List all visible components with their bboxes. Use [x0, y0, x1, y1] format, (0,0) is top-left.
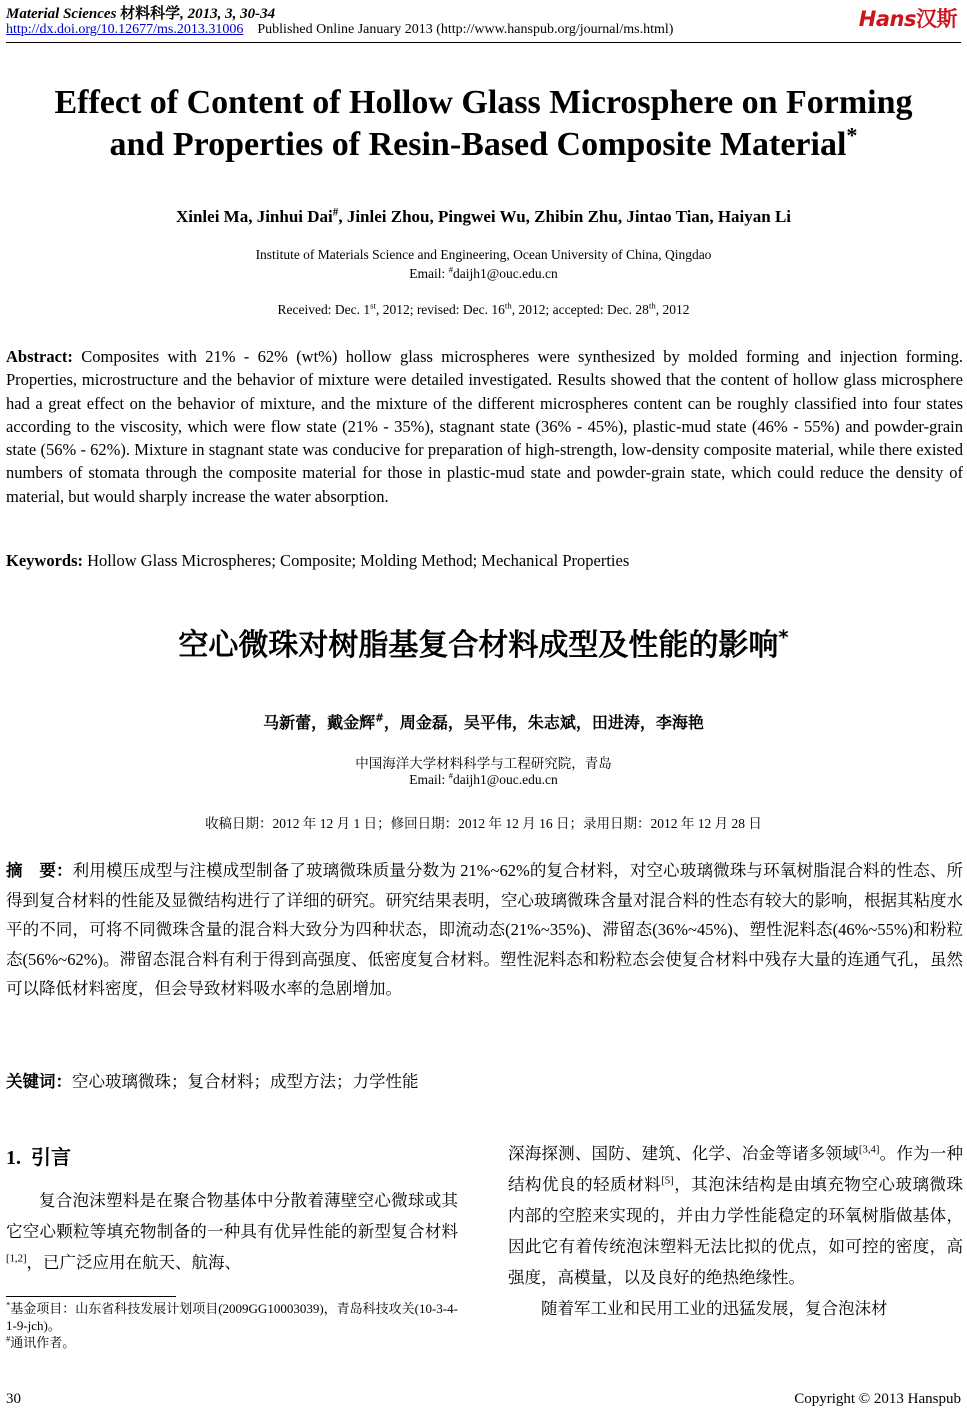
abstract-cn	[6, 856, 963, 1004]
received-dates-cn: 收稿日期：2012 年 12 月 1 日；修回日期：2012 年 12 月 16 日；录用日期：2012 年 12 月 28 日	[205, 816, 762, 831]
journal-name: Material Sciences	[6, 6, 117, 22]
journal-name-cn: 材料科学	[120, 6, 181, 22]
footnotes	[6, 1300, 458, 1351]
authors-cn: 马新蕾，戴金辉#，周金磊，吴平伟，朱志斌，田进涛，李海艳	[263, 712, 704, 732]
body-paragraph: 随着军工业和民用工业的迅猛发展，复合泡沫材	[541, 1299, 888, 1318]
received-dates-en: Received: Dec. 1st, 2012; revised: Dec. 16th, 2012; accepted: Dec. 28th, 2012	[277, 300, 690, 317]
footnote-funding: *基金项目：山东省科技发展计划项目(2009GG10003039)，青岛科技攻关(10-3-4-1-9-jch)。	[6, 1299, 458, 1333]
email-cn: Email: #daijh1@ouc.edu.cn	[409, 770, 558, 787]
hans-logo: Hans汉斯	[858, 7, 957, 31]
page-number: 30	[6, 1391, 21, 1407]
keywords-cn	[6, 1068, 963, 1092]
citation: [1,2]	[6, 1252, 27, 1265]
abstract-label: Abstract:	[6, 347, 73, 366]
doi-link[interactable]: http://dx.doi.org/10.12677/ms.2013.31006	[6, 22, 244, 37]
footnote-divider	[6, 1296, 176, 1297]
keywords-label: Keywords:	[6, 551, 83, 570]
published-online: Published Online January 2013 (http://www.hanspub.org/journal/ms.html)	[257, 22, 674, 37]
authors-en: Xinlei Ma, Jinhui Dai#, Jinlei Zhou, Pingwei Wu, Zhibin Zhu, Jintao Tian, Haiyan Li	[175, 206, 792, 226]
journal-issue: , 2013, 3, 30-34	[180, 6, 276, 22]
abstract-text: Composites with 21% - 62% (wt%) hollow glass microspheres were synthesized by molded forming and injection forming. Properties, microstructure and the behavior of mixture were detailed investigated. Results showed that the content of hollow glass microsphere had a great effect on the behavior of mixture, and the mixture of the different microspheres content can be roughly classified into four states according to the viscosity, which were flow state (21% - 35%), stagnant state (36% - 45%), plastic-mud state (46% - 55%) and powder-grain state (56% - 62%). Mixture in stagnant state was conducive for preparation of high-strength, low-density composite material, while there existed numbers of stomata through the composite material for those in plastic-mud state and powder-grain state, which could reduce the density of material, but would sharply increase the water absorption.	[6, 347, 963, 506]
abstract-cn-label: 摘 要：	[6, 861, 73, 880]
section-heading-intro: 1. 引言	[6, 1145, 71, 1169]
body-paragraph: 复合泡沫塑料是在聚合物基体中分散着薄壁空心微球或其它空心颗粒等填充物制备的一种具有优异性能的新型复合材料[1,2]，已广泛应用在航天、航海、	[6, 1191, 458, 1272]
header-divider	[6, 42, 961, 43]
body-paragraph: 深海探测、国防、建筑、化学、冶金等诸多领域[3,4]。作为一种结构优良的轻质材料[5]，其泡沫结构是由填充物空心玻璃微珠内部的空腔来实现的，并由力学性能稳定的环氧树脂做基体，因此它有着传统泡沫塑料无法比拟的优点，如可控的密度，高强度，高模量，以及良好的绝热绝缘性。	[508, 1143, 964, 1287]
abstract-cn-text: 利用模压成型与注模成型制备了玻璃微珠质量分数为 21%~62%的复合材料，对空心玻璃微珠与环氧树脂混合料的性态、所得到复合材料的性能及显微结构进行了详细的研究。研究结果表明，空心玻璃微珠含量对混合料的性态有较大的影响，根据其粘度水平的不同，可将不同微珠含量的混合料大致分为四种状态，即流动态(21%~35%)、滞留态(36%~45%)、塑性泥料态(46%~55%)和粉粒态(56%~62%)。滞留态混合料有利于得到高强度、低密度复合材料。塑性泥料态和粉粒态会使复合材料中残存大量的连通气孔，虽然可以降低材料密度，但会导致材料吸水率的急剧增加。	[6, 861, 964, 998]
footnote-corresponding: #通讯作者。	[6, 1333, 76, 1350]
body-right-column	[508, 1138, 963, 1324]
keywords-cn-text: 空心玻璃微珠；复合材料；成型方法；力学性能	[72, 1072, 419, 1091]
email-en: Email: #daijh1@ouc.edu.cn	[409, 264, 558, 281]
paper-title-cn: 空心微珠对树脂基复合材料成型及性能的影响*	[178, 626, 789, 663]
copyright: Copyright © 2013 Hanspub	[794, 1391, 961, 1407]
keywords-en	[6, 551, 963, 571]
body-left-column	[6, 1185, 458, 1278]
citation: [3,4]	[858, 1143, 880, 1156]
affiliation-en: Institute of Materials Science and Engineering, Ocean University of China, Qingdao	[255, 247, 712, 262]
keywords-cn-label: 关键词：	[6, 1072, 72, 1091]
journal-header	[6, 2, 275, 23]
abstract-en	[6, 345, 963, 508]
paper-title-en: Effect of Content of Hollow Glass Microsphere on Forming and Properties of Resin-Based Composite Material*	[54, 84, 913, 163]
affiliation-cn: 中国海洋大学材料科学与工程研究院，青岛	[355, 756, 612, 771]
doi-line	[6, 22, 673, 38]
citation: [5]	[661, 1174, 674, 1187]
keywords-text: Hollow Glass Microspheres; Composite; Molding Method; Mechanical Properties	[87, 551, 630, 570]
